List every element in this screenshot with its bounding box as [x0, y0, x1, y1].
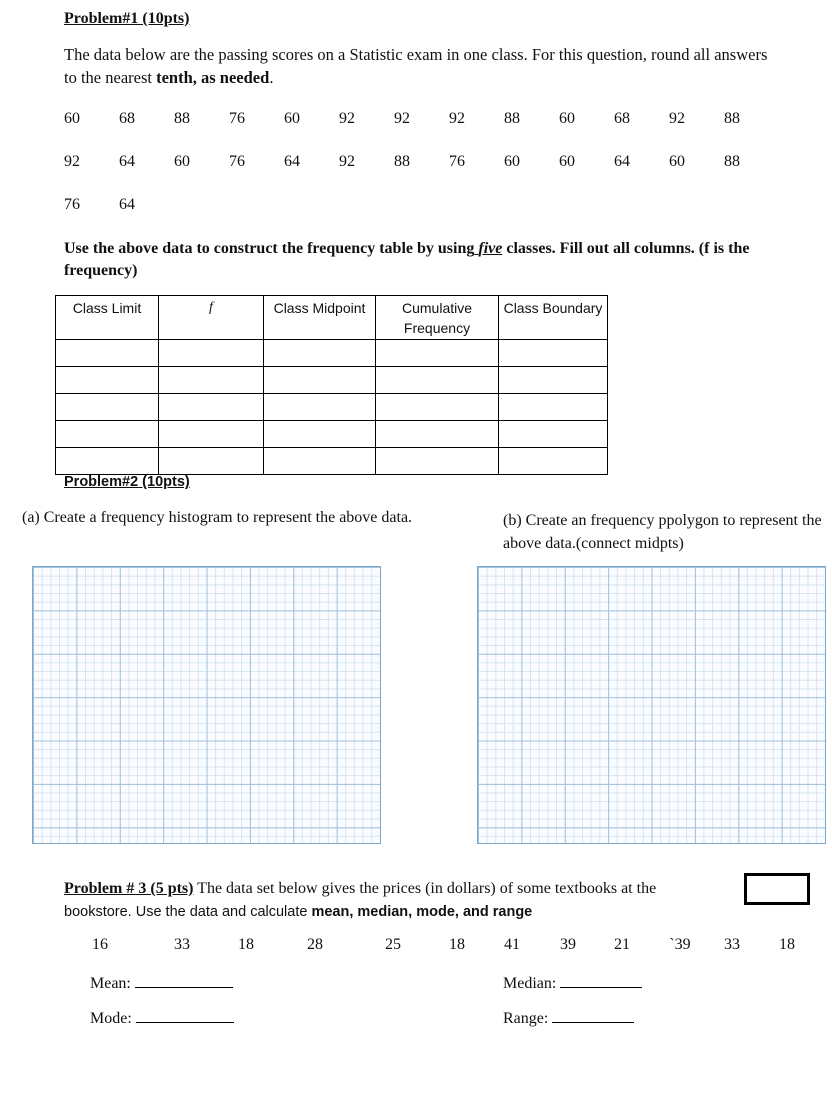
- price-value: 33: [174, 936, 190, 953]
- price-value: 18: [449, 936, 465, 953]
- price-value: `39: [669, 936, 691, 953]
- score-value: 64: [614, 153, 630, 170]
- header-class-boundary: Class Boundary: [499, 296, 608, 340]
- score-value: 88: [394, 153, 410, 170]
- range-label: Range:: [503, 1010, 549, 1027]
- score-value: 88: [724, 153, 740, 170]
- score-value: 76: [64, 196, 80, 213]
- problem1-instruction: [64, 238, 764, 282]
- problem2-title: Problem#2 (10pts): [64, 474, 190, 490]
- header-cumulative-frequency: Cumulative Frequency: [376, 296, 499, 340]
- intro-bold-text: tenth, as needed: [156, 68, 270, 87]
- score-value: 60: [174, 153, 190, 170]
- score-value: 92: [669, 110, 685, 127]
- price-value: 28: [307, 936, 323, 953]
- mean-blank[interactable]: [135, 971, 233, 988]
- table-cell[interactable]: [376, 448, 499, 475]
- price-value: 33: [724, 936, 740, 953]
- score-value: 88: [174, 110, 190, 127]
- score-value: 64: [119, 153, 135, 170]
- score-value: 64: [119, 196, 135, 213]
- problem3-text-bold: mean, median, mode, and range: [311, 904, 533, 920]
- score-value: 76: [229, 153, 245, 170]
- score-value: 60: [504, 153, 520, 170]
- table-cell[interactable]: [159, 367, 264, 394]
- table-cell[interactable]: [159, 448, 264, 475]
- median-field: [503, 971, 642, 993]
- score-value: 88: [504, 110, 520, 127]
- score-value: 76: [449, 153, 465, 170]
- range-blank[interactable]: [552, 1006, 634, 1023]
- table-cell[interactable]: [376, 394, 499, 421]
- score-value: 60: [284, 110, 300, 127]
- score-value: 60: [64, 110, 80, 127]
- table-cell[interactable]: [499, 421, 608, 448]
- problem1-title: Problem#1 (10pts): [64, 10, 190, 27]
- table-cell[interactable]: [264, 448, 376, 475]
- table-cell[interactable]: [264, 421, 376, 448]
- table-cell[interactable]: [264, 394, 376, 421]
- problem3-text-b: bookstore. Use the data and calculate: [64, 904, 312, 920]
- header-class-limit: Class Limit: [56, 296, 159, 340]
- table-cell[interactable]: [499, 367, 608, 394]
- instruction-five: five: [478, 240, 503, 257]
- score-value: 92: [339, 110, 355, 127]
- score-value: 68: [614, 110, 630, 127]
- intro-end: .: [269, 68, 274, 87]
- intro-text: The data below are the passing scores on a Statistic exam in one class. For this question, round all answers to the nearest: [64, 45, 768, 87]
- price-value: 16: [92, 936, 108, 953]
- instruction-text-a: Use the above data to construct the frequency table by using: [64, 240, 475, 257]
- table-cell[interactable]: [159, 394, 264, 421]
- mean-field: [90, 971, 233, 993]
- table-cell[interactable]: [376, 367, 499, 394]
- table-row: [56, 367, 608, 394]
- price-value: 18: [779, 936, 795, 953]
- score-value: 64: [284, 153, 300, 170]
- mode-field: [90, 1006, 234, 1028]
- table-row: [56, 340, 608, 367]
- table-cell[interactable]: [56, 340, 159, 367]
- price-value: 39: [560, 936, 576, 953]
- table-cell[interactable]: [56, 367, 159, 394]
- price-value: 21: [614, 936, 630, 953]
- median-label: Median:: [503, 975, 557, 992]
- problem1-intro: [64, 43, 784, 89]
- mode-label: Mode:: [90, 1010, 132, 1027]
- table-cell[interactable]: [376, 340, 499, 367]
- header-f: f: [209, 300, 213, 315]
- score-value: 60: [559, 110, 575, 127]
- score-value: 88: [724, 110, 740, 127]
- problem3-text: [64, 877, 744, 924]
- score-value: 92: [394, 110, 410, 127]
- score-value: 92: [339, 153, 355, 170]
- score-value: 60: [669, 153, 685, 170]
- table-row: [56, 394, 608, 421]
- histogram-grid[interactable]: [32, 566, 381, 844]
- price-value: 41: [504, 936, 520, 953]
- score-value: 92: [64, 153, 80, 170]
- score-value: 68: [119, 110, 135, 127]
- problem3-title: Problem # 3 (5 pts): [64, 880, 194, 897]
- problem3-text-a: The data set below gives the prices (in dollars) of some textbooks at the: [193, 880, 657, 897]
- problem2-part-a: (a) Create a frequency histogram to represent the above data.: [22, 509, 413, 526]
- mode-blank[interactable]: [136, 1006, 234, 1023]
- table-cell[interactable]: [499, 340, 608, 367]
- range-field: [503, 1006, 634, 1028]
- table-cell[interactable]: [499, 448, 608, 475]
- table-cell[interactable]: [376, 421, 499, 448]
- redaction-box: [744, 873, 810, 905]
- median-blank[interactable]: [560, 971, 642, 988]
- table-cell[interactable]: [159, 421, 264, 448]
- table-cell[interactable]: [56, 394, 159, 421]
- table-cell[interactable]: [499, 394, 608, 421]
- score-value: 92: [449, 110, 465, 127]
- header-frequency: [159, 296, 264, 340]
- mean-label: Mean:: [90, 975, 131, 992]
- score-value: 76: [229, 110, 245, 127]
- header-class-midpoint: Class Midpoint: [264, 296, 376, 340]
- price-value: 18: [238, 936, 254, 953]
- price-value: 25: [385, 936, 401, 953]
- problem2-part-b: (b) Create an frequency ppolygon to represent the above data.(connect midpts): [503, 512, 822, 552]
- table-header-row: [56, 296, 608, 340]
- instruction-text-b: classes. Fill out all columns. (f is the frequency): [64, 240, 750, 279]
- table-cell[interactable]: [264, 340, 376, 367]
- table-cell[interactable]: [56, 421, 159, 448]
- frequency-table: [55, 295, 608, 475]
- table-row: [56, 421, 608, 448]
- table-cell[interactable]: [56, 448, 159, 475]
- table-row: [56, 448, 608, 475]
- score-value: 60: [559, 153, 575, 170]
- table-cell[interactable]: [264, 367, 376, 394]
- table-cell[interactable]: [159, 340, 264, 367]
- polygon-grid[interactable]: [477, 566, 826, 844]
